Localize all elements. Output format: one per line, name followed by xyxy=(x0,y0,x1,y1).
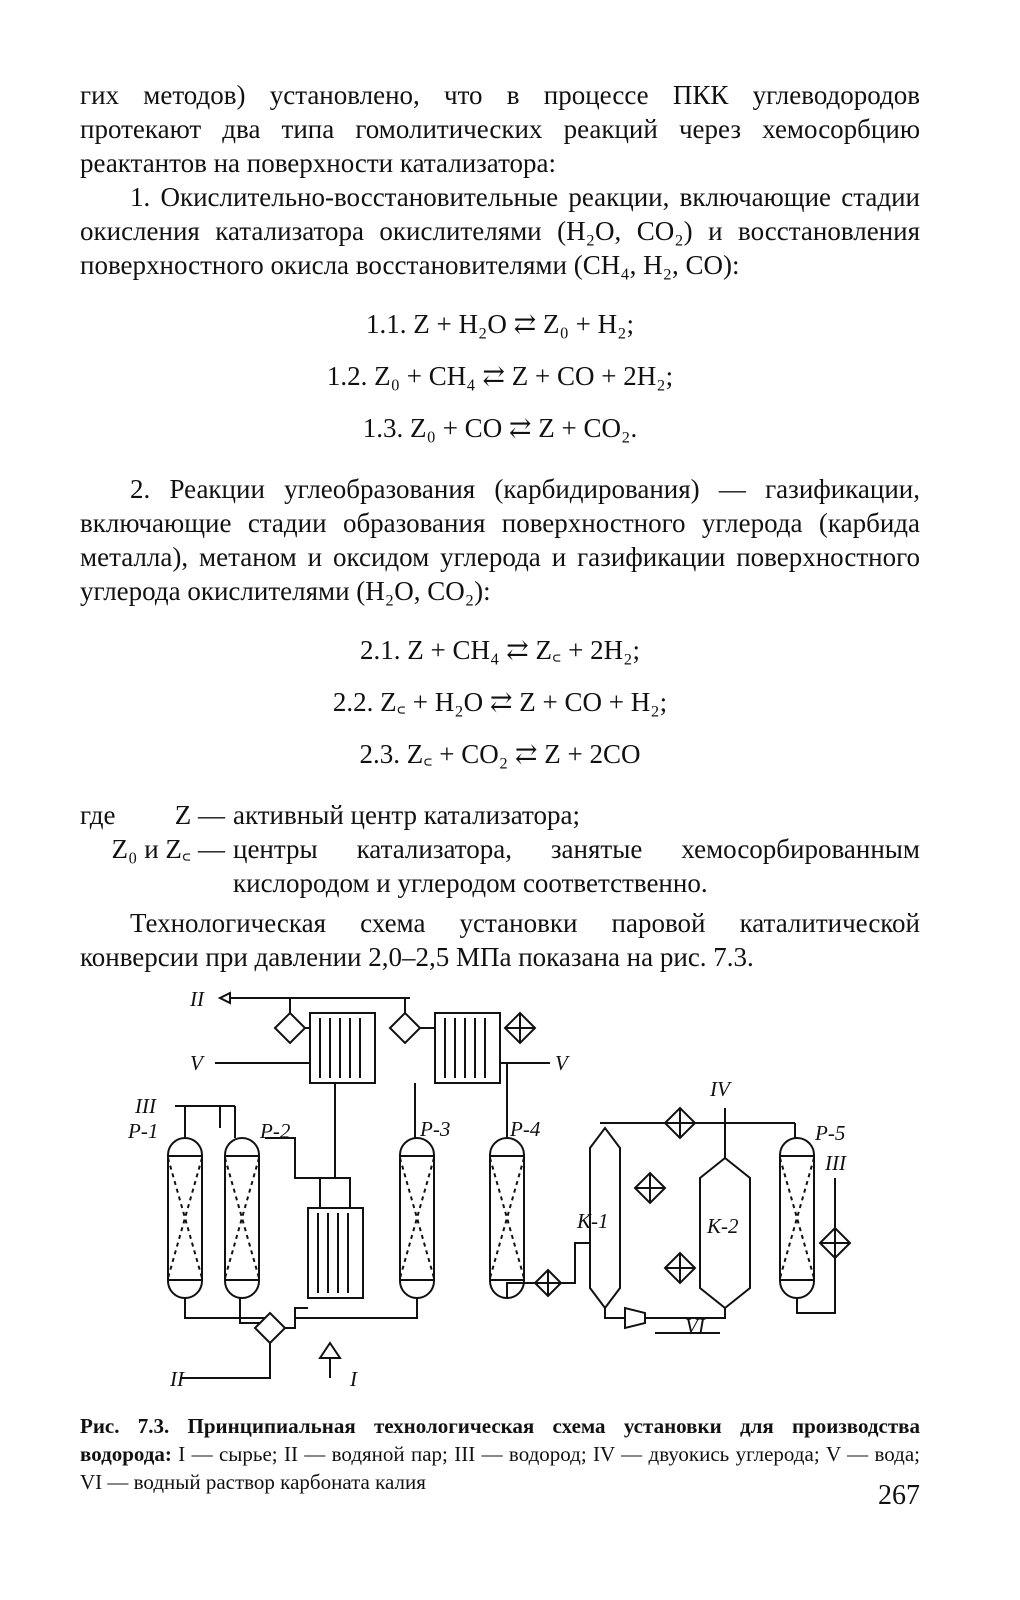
equation-2-2: 2.2. Z꜀ + H₂O ⇄ Z + CO + H₂; xyxy=(332,687,668,717)
label-k1: K-1 xyxy=(577,1209,609,1233)
label-hydrogen-right: III xyxy=(825,1151,846,1175)
label-feed: I xyxy=(350,1367,357,1391)
label-p2: P-2 xyxy=(260,1119,291,1143)
legend-where: где xyxy=(80,800,116,830)
label-co2: IV xyxy=(710,1077,730,1101)
caption-title: Рис. 7.3. Принципиальная технологическая схема установки для производства водорода: xyxy=(80,1414,920,1466)
equation-2-3: 2.3. Z꜀ + CO₂ ⇄ Z + 2CO xyxy=(359,739,641,769)
legend-zc xyxy=(80,832,920,900)
equation-2-1: 2.1. Z + CH₄ ⇄ Z꜀ + 2H₂; xyxy=(360,635,640,665)
legend-zc-key: Z₀ и Z꜀ — xyxy=(111,834,225,864)
label-water-left: V xyxy=(190,1051,203,1075)
caption-legend: I — сырье; II — водяной пар; III — водород; IV — двуокись углерода; V — вода; VI — водный раствор карбоната калия xyxy=(80,1442,920,1494)
page-content xyxy=(80,78,920,1496)
label-p5: P-5 xyxy=(815,1121,846,1145)
label-k2: K-2 xyxy=(707,1214,739,1238)
paragraph-4: Технологическая схема установки паровой каталитической конверсии при давлении 2,0–2,5 МПа показана на рис. 7.3. xyxy=(80,908,920,972)
legend-zc-value: центры катализатора, занятые хемосорбированным кислородом и углеродом соответственно. xyxy=(233,834,920,898)
paragraph-2: 1. Окислительно-восстановительные реакции, включающие стадии окисления катализатора окислителями (H₂O, CO₂) и восстановления поверхностного окисла восстановителями (CH₄, H₂, CO): xyxy=(80,182,920,280)
paragraph-1: гих методов) установлено, что в процессе ПКК углеводородов протекают два типа гомолитических реакций через хемосорбцию реактантов на поверхности катализатора: xyxy=(80,80,920,178)
paragraph-3: 2. Реакции углеобразования (карбидирования) — газификации, включающие стадии образования поверхностного углерода (карбида металла), метаном и оксидом углерода и газификации поверхностного углерода окислителями (H₂O, CO₂): xyxy=(80,474,920,606)
legend-z-key: Z — xyxy=(174,800,225,830)
label-water-right: V xyxy=(555,1051,568,1075)
label-p1: P-1 xyxy=(128,1119,159,1143)
legend-z xyxy=(80,798,920,832)
figure-caption xyxy=(80,1412,920,1496)
equations-group-1 xyxy=(80,298,920,454)
label-p3: P-3 xyxy=(420,1117,451,1141)
label-p4: P-4 xyxy=(510,1117,541,1141)
label-potassium-carbonate: VI xyxy=(685,1314,705,1338)
equation-1-2: 1.2. Z₀ + CH₄ ⇄ Z + CO + 2H₂; xyxy=(326,361,674,391)
legend-z-value: активный центр катализатора; xyxy=(233,800,580,830)
process-flow-diagram xyxy=(80,988,920,1408)
label-steam-top: II xyxy=(190,988,204,1011)
equations-group-2 xyxy=(80,624,920,780)
equation-1-3: 1.3. Z₀ + CO ⇄ Z + CO₂. xyxy=(362,413,638,443)
label-hydrogen-left: III xyxy=(135,1094,156,1118)
page-number: 267 xyxy=(878,1480,920,1511)
label-steam-bottom: II xyxy=(170,1367,184,1391)
equation-1-1: 1.1. Z + H₂O ⇄ Z₀ + H₂; xyxy=(365,309,635,339)
